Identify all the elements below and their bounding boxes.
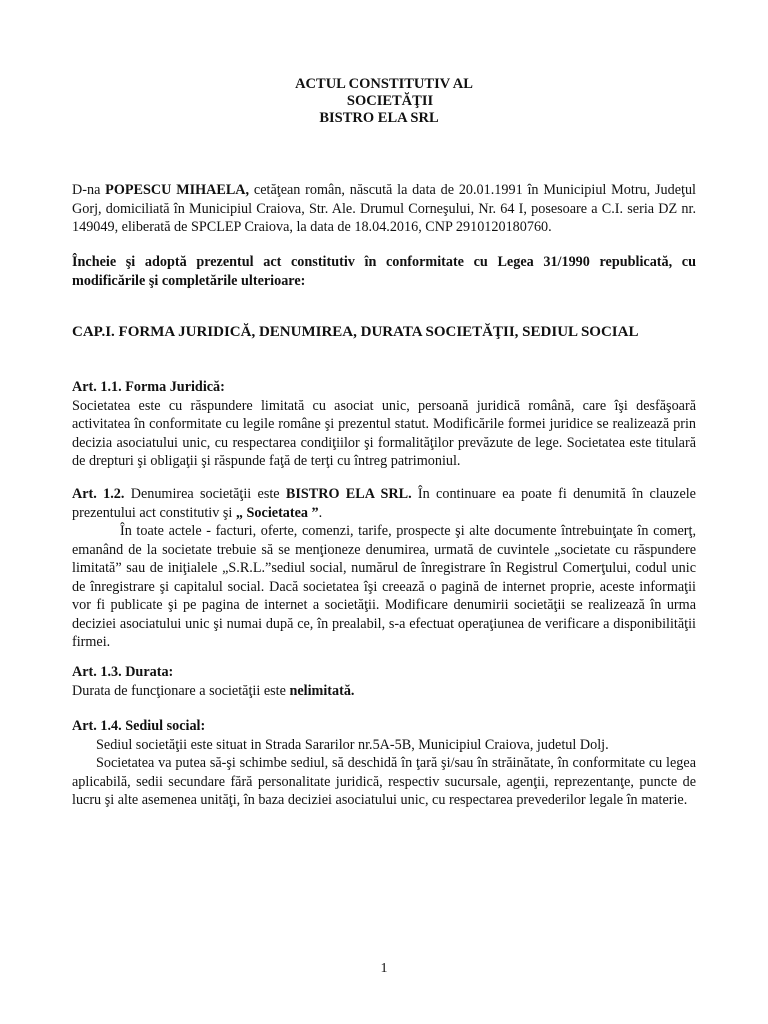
title-line-3: BISTRO ELA SRL [319,110,439,126]
founder-name: POPESCU MIHAELA, [105,182,250,198]
intro-prefix: D-na [72,182,106,198]
chapter-heading: CAP.I. FORMA JURIDICĂ, DENUMIREA, DURATA SOCIETĂŢII, SEDIUL SOCIAL [72,324,639,340]
article-1-2-text-1: Denumirea societăţii este [124,486,286,502]
intro-text: cetăţean român, născută la data de 20.01.1991 în Municipiul Motru, Judeţul Gorj, domiciliată în Municipiul Craiova, Str. Ale. Drumul Corneşului, Nr. 64 I, posesoare a C.I. seria DZ nr. 149049, eliberată de SPCLEP Craiova, la data de 18.04.2016, CNP 2910120180760. [72,182,696,235]
article-1-4-paragraph-1: Sediul societăţii este situat in Strada Sararilor nr.5A-5B, Municipiul Craiova, judetul Dolj. [96,736,609,753]
intro-paragraph [72,181,696,237]
duration-value: nelimitată. [289,682,355,699]
company-alias: „ Societatea ” [235,504,319,521]
article-1-1-heading: Art. 1.1. Forma Juridică: [72,379,225,395]
article-1-1 [72,378,696,471]
article-1-2-paragraph-2: În toate actele - facturi, oferte, comenzi, tarife, prospecte şi alte documente întrebuinţate în comerţ, emanând de la societate trebuie să se menţioneze denumirea, urmată de cuvintele „societate cu răspundere limitată” sau de iniţialele „S.R.L.”sediul social, numărul de înregistrare în Registrul Comerţului, codul unic de înregistrare şi capitalul social. Dacă societatea îşi creează o pagină de internet proprie, aceste informaţii vor fi publicate şi pe pagina de internet a societăţii. Modificare denumirii societăţii se realizează în urma deciziei asociatului unic şi numai după ce, în prealabil, s-a efectuat operaţiunea de verificare a disponibilităţii firmei. [72,523,696,650]
article-1-2-text-2: În continuare ea poate fi denumită în clauzele prezentului act constitutiv şi [72,486,696,521]
company-name: BISTRO ELA SRL. [285,486,412,502]
article-1-3 [72,663,696,700]
article-1-2 [72,485,696,652]
article-1-2-heading: Art. 1.2. [72,486,125,502]
article-1-3-text: Durata de funcţionare a societăţii este [72,682,290,699]
article-1-4 [72,717,696,810]
article-1-2-text-3: . [318,504,323,521]
article-1-1-text: Societatea este cu răspundere limitată cu asociat unic, persoană juridică română, care îşi desfăşoară activitatea în conformitate cu legile române şi prezentul statut. Modificările formei juridice se realizează prin decizia asociatului unic, cu respectarea condiţiilor şi formalităţilor prevăzute de lege. Societatea este titulară de drepturi şi obligaţii şi răspunde faţă de terţi cu întreg patrimoniul. [72,397,696,469]
article-1-4-heading: Art. 1.4. Sediul social: [72,718,206,734]
article-1-3-heading: Art. 1.3. Durata: [72,664,174,680]
title-line-1: ACTUL CONSTITUTIV AL [295,76,473,92]
article-1-4-paragraph-2: Societatea va putea să-şi schimbe sediul, să deschidă în ţară şi/sau în străinătate, în conformitate cu legea aplicabilă, sedii secundare fără personalitate juridică, respectiv sucursale, agenţii, reprezentanţe, puncte de lucru şi alte asemenea unităţi, în baza deciziei asociatului unic, cu respectarea prevederilor legale în materie. [72,755,696,808]
document-title [0,76,768,127]
adoption-statement: Încheie şi adoptă prezentul act constitutiv în conformitate cu Legea 31/1990 republicată, cu modificările şi completările ulterioare: [72,254,696,289]
page-number: 1 [380,961,388,976]
title-line-2: SOCIETĂŢII [346,93,434,109]
